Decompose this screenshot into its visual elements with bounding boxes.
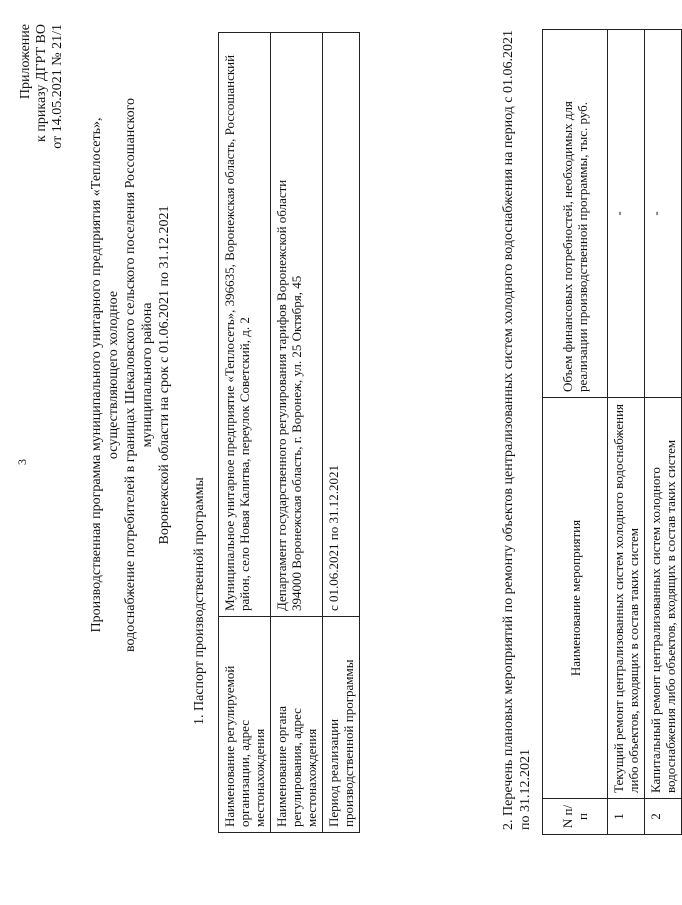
column-header-amount: Объем финансовых потребностей, необходимых для реализации производственной программы, тыс. руб. — [543, 30, 608, 398]
table-row — [608, 30, 645, 835]
table-row — [219, 33, 271, 833]
page-number: 3 — [15, 459, 29, 465]
table-row — [323, 33, 360, 833]
activity-name: Капитальный ремонт централизованных систем холодного водоснабжения либо объектов, входящих в состав таких систем — [645, 398, 682, 799]
column-header-num: N п/п — [543, 799, 608, 835]
activities-table — [542, 29, 682, 835]
row-number: 1 — [608, 799, 645, 835]
title-line-3: Воронежской области на срок с 01.06.2021 по 31.12.2021 — [157, 205, 172, 545]
passport-key: Наименование регулируемой организации, адрес местонахождения — [219, 617, 271, 833]
row-number: 2 — [645, 799, 682, 835]
activity-name: Текущий ремонт централизованных систем холодного водоснабжения либо объектов, входящих в состав таких систем — [608, 398, 645, 799]
table-row — [645, 30, 682, 835]
passport-value-line: 394000 Воронежская область, г. Воронеж, ул. 25 Октября, 45 — [289, 275, 304, 611]
title-line-1: Производственная программа муниципального унитарного предприятия «Теплосеть», осуществляющего холодное — [89, 117, 121, 633]
section-1-heading: 1. Паспорт производственной программы — [192, 477, 207, 725]
passport-value: Муниципальное унитарное предприятие «Теплосеть», 396635, Воронежская область, Россошанский район, село Новая Калитва, переулок Советский, д. 2 — [219, 33, 271, 617]
appendix-line-1: Приложение — [18, 24, 33, 100]
passport-table — [218, 32, 360, 833]
appendix-line-2: к приказу ДГРТ ВО — [34, 24, 49, 142]
section-2-heading: 2. Перечень плановых мероприятий по ремонту объектов централизованных систем холодного водоснабжения на период с 01.06.2021 по 31.12.2021 — [501, 29, 533, 830]
title-line-2: водоснабжение потребителей в границах Шекаловского сельского поселения Россошанского муниципального района — [123, 98, 155, 652]
table-header-row — [543, 30, 608, 835]
document-title — [88, 95, 173, 655]
passport-key: Период реализации производственной программы — [323, 617, 360, 833]
activity-amount: - — [608, 30, 645, 398]
column-header-name: Наименование мероприятия — [543, 398, 608, 799]
table-row — [271, 33, 323, 833]
passport-value: с 01.06.2021 по 31.12.2021 — [323, 33, 360, 617]
activity-amount: - — [645, 30, 682, 398]
appendix-block — [18, 24, 66, 149]
passport-value — [271, 33, 323, 617]
appendix-line-3: от 14.05.2021 № 21/1 — [50, 24, 65, 149]
passport-value-line: Департамент государственного регулирования тарифов Воронежской области — [274, 179, 289, 611]
passport-key: Наименование органа регулирования, адрес местонахождения — [271, 617, 323, 833]
